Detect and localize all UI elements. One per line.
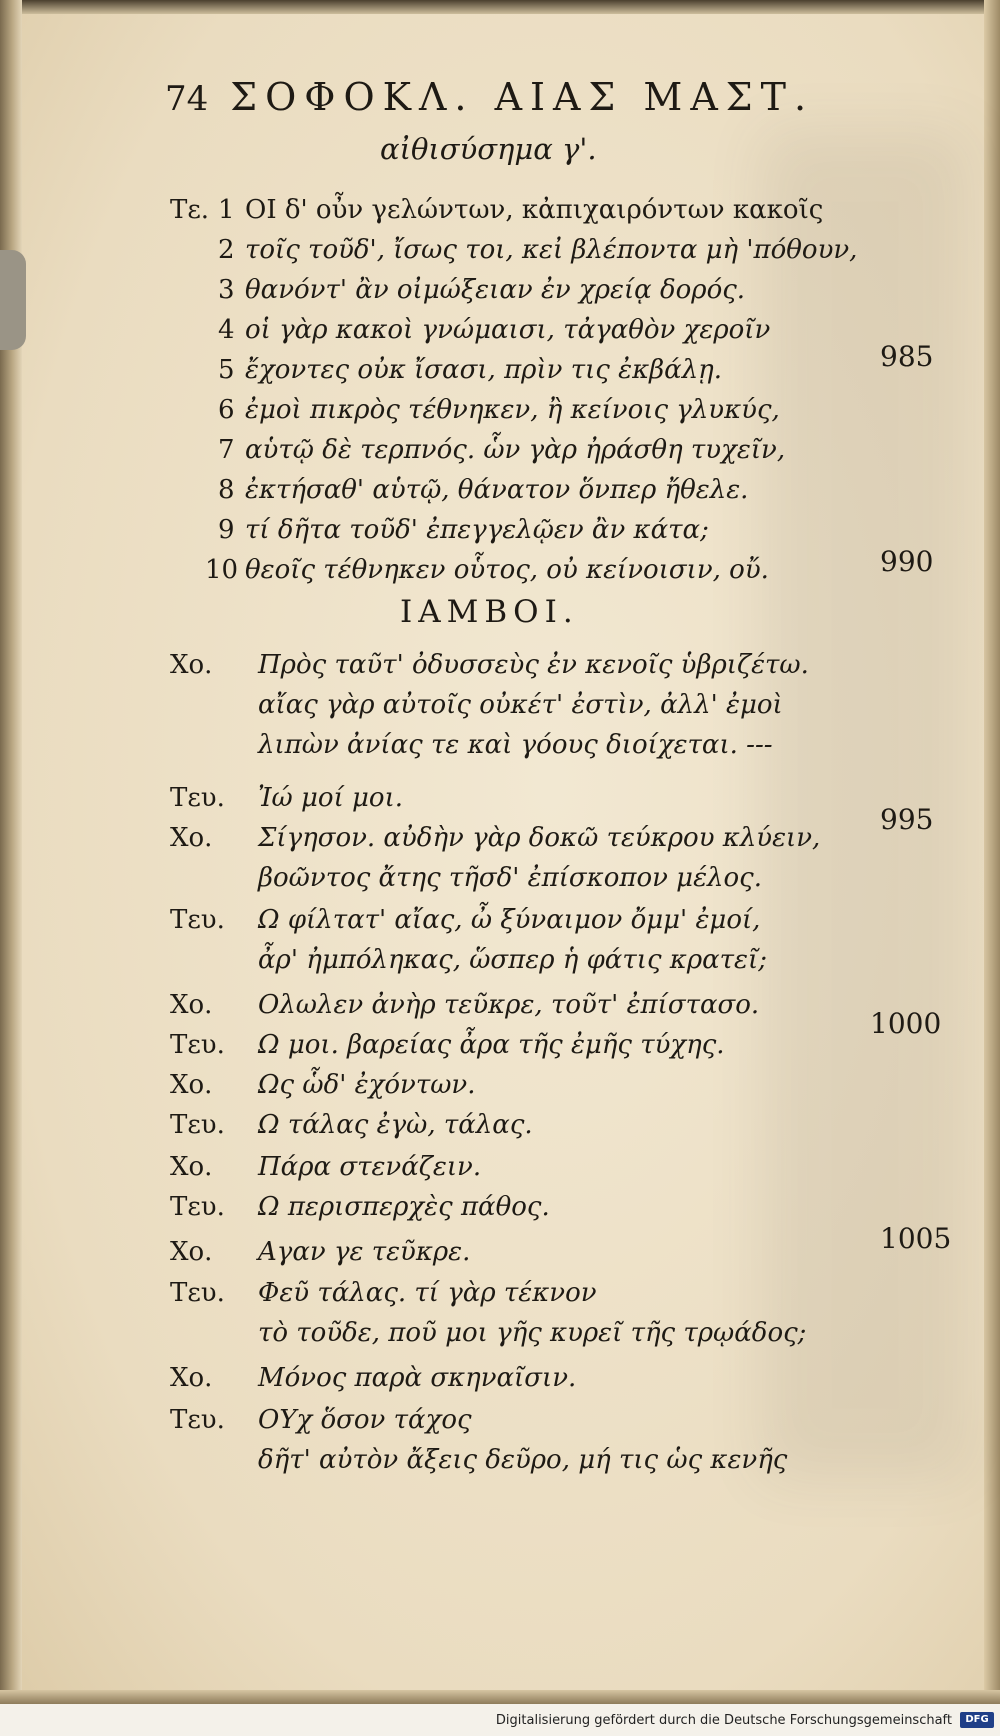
page-edge-bottom bbox=[0, 1690, 1000, 1704]
running-title: ΣΟΦΟΚΛ. ΑΙΑΣ ΜΑΣΤ. bbox=[230, 75, 815, 119]
line-number: 5 bbox=[218, 355, 235, 385]
margin-line-number: 1005 bbox=[880, 1222, 952, 1255]
digitization-footer bbox=[0, 1704, 1000, 1736]
line-number: 4 bbox=[218, 315, 235, 345]
line-number: 9 bbox=[218, 515, 235, 545]
stanza-speaker: Τε. bbox=[170, 195, 210, 225]
dialogue-line: Μόνος παρὰ σκηναῖσιν. bbox=[258, 1363, 577, 1393]
dialogue-line: Πάρα στενάζειν. bbox=[258, 1152, 482, 1182]
page-edge-top bbox=[0, 0, 1000, 14]
line-number: 10 bbox=[205, 555, 239, 585]
margin-line-number: 995 bbox=[880, 803, 934, 836]
dialogue-line: Ω περισπερχὲς πάθος. bbox=[258, 1192, 550, 1222]
dialogue-line: αἴας γὰρ αὐτοῖς οὐκέτ' ἐστὶν, ἀλλ' ἐμοὶ bbox=[258, 690, 783, 720]
verse-line: θεοῖς τέθνηκεν οὗτος, οὐ κείνοισιν, οὔ. bbox=[245, 555, 769, 585]
verse-line: τί δῆτα τοῦδ' ἐπεγγελῷεν ἂν κάτα; bbox=[245, 515, 709, 545]
dialogue-line: δῆτ' αὐτὸν ἄξεις δεῦρο, μή τις ὡς κενῆς bbox=[258, 1445, 788, 1475]
line-number: 6 bbox=[218, 395, 235, 425]
binding-clip bbox=[0, 250, 26, 350]
verse-line: ἐμοὶ πικρὸς τέθνηκεν, ἢ κείνοις γλυκύς, bbox=[245, 395, 780, 425]
dialogue-line: τὸ τοῦδε, ποῦ μοι γῆς κυρεῖ τῆς τρῳάδος; bbox=[258, 1318, 807, 1348]
funding-notice: Digitalisierung gefördert durch die Deutsche Forschungsgemeinschaft bbox=[495, 1713, 952, 1728]
speaker-label: Τευ. bbox=[170, 1030, 225, 1060]
speaker-label: Χο. bbox=[170, 990, 213, 1020]
dialogue-line: Πρὸς ταῦτ' ὀδυσσεὺς ἐν κενοῖς ὑβριζέτω. bbox=[258, 650, 809, 680]
verse-line: ΟΙ δ' οὖν γελώντων, κἀπιχαιρόντων κακοῖς bbox=[245, 195, 824, 225]
verse-line: ἐκτήσαθ' αὑτῷ, θάνατον ὅνπερ ἤθελε. bbox=[245, 475, 749, 505]
verse-line: θανόντ' ἂν οἰμώξειαν ἐν χρείᾳ δορός. bbox=[245, 275, 746, 305]
speaker-label: Τευ. bbox=[170, 905, 225, 935]
line-number: 2 bbox=[218, 235, 235, 265]
dialogue-line: Ολωλεν ἀνὴρ τεῦκρε, τοῦτ' ἐπίστασο. bbox=[258, 990, 760, 1020]
dialogue-line: Αγαν γε τεῦκρε. bbox=[258, 1237, 471, 1267]
section-heading: ΙΑΜΒΟΙ. bbox=[400, 594, 579, 630]
verse-line: ἔχοντες οὐκ ἴσασι, πρὶν τις ἐκβάλῃ. bbox=[245, 355, 723, 385]
margin-line-number: 1000 bbox=[870, 1007, 942, 1040]
line-number: 8 bbox=[218, 475, 235, 505]
verse-line: οἱ γὰρ κακοὶ γνώμαισι, τἀγαθὸν χεροῖν bbox=[245, 315, 771, 345]
dialogue-line: βοῶντος ἄτης τῆσδ' ἐπίσκοπον μέλος. bbox=[258, 863, 762, 893]
speaker-label: Χο. bbox=[170, 1070, 213, 1100]
ink-bleed-shadow bbox=[760, 130, 970, 1480]
speaker-label: Χο. bbox=[170, 1237, 213, 1267]
dfg-logo: DFG bbox=[960, 1712, 994, 1728]
line-number: 1 bbox=[218, 195, 235, 225]
dialogue-line: ΟΥχ ὅσον τάχος bbox=[258, 1405, 472, 1435]
speaker-label: Τευ. bbox=[170, 1192, 225, 1222]
dialogue-line: Ω μοι. βαρείας ἆρα τῆς ἐμῆς τύχης. bbox=[258, 1030, 725, 1060]
dialogue-line: Ως ὧδ' ἐχόντων. bbox=[258, 1070, 476, 1100]
page-number: 74 bbox=[165, 79, 209, 119]
line-number: 3 bbox=[218, 275, 235, 305]
dialogue-line: Ω τάλας ἐγὼ, τάλας. bbox=[258, 1110, 533, 1140]
dialogue-line: ἆρ' ἠμπόληκας, ὥσπερ ἡ φάτις κρατεῖ; bbox=[258, 945, 767, 975]
dialogue-line: Ω φίλτατ' αἴας, ὦ ξύναιμον ὄμμ' ἐμοί, bbox=[258, 905, 761, 935]
margin-line-number: 990 bbox=[880, 545, 934, 578]
verse-line: αὑτῷ δὲ τερπνός. ὧν γὰρ ἠράσθη τυχεῖν, bbox=[245, 435, 786, 465]
speaker-label: Τευ. bbox=[170, 1110, 225, 1140]
speaker-label: Χο. bbox=[170, 823, 213, 853]
dialogue-line: Ἰώ μοί μοι. bbox=[258, 783, 404, 813]
line-number: 7 bbox=[218, 435, 235, 465]
speaker-label: Χο. bbox=[170, 650, 213, 680]
subheading: αἰθισύσημα γ'. bbox=[380, 132, 597, 166]
running-head bbox=[165, 75, 814, 119]
page-edge-right bbox=[984, 0, 1000, 1736]
verse-line: τοῖς τοῦδ', ἴσως τοι, κεἰ βλέποντα μὴ 'πόθουν, bbox=[245, 235, 858, 265]
speaker-label: Χο. bbox=[170, 1363, 213, 1393]
speaker-label: Τευ. bbox=[170, 783, 225, 813]
speaker-label: Τευ. bbox=[170, 1405, 225, 1435]
speaker-label: Χο. bbox=[170, 1152, 213, 1182]
dialogue-line: Σίγησον. αὐδὴν γὰρ δοκῶ τεύκρου κλύειν, bbox=[258, 823, 821, 853]
dialogue-line: λιπὼν ἀνίας τε καὶ γόους διοίχεται. --- bbox=[258, 730, 773, 760]
dialogue-line: Φεῦ τάλας. τί γὰρ τέκνον bbox=[258, 1278, 597, 1308]
speaker-label: Τευ. bbox=[170, 1278, 225, 1308]
margin-line-number: 985 bbox=[880, 340, 934, 373]
